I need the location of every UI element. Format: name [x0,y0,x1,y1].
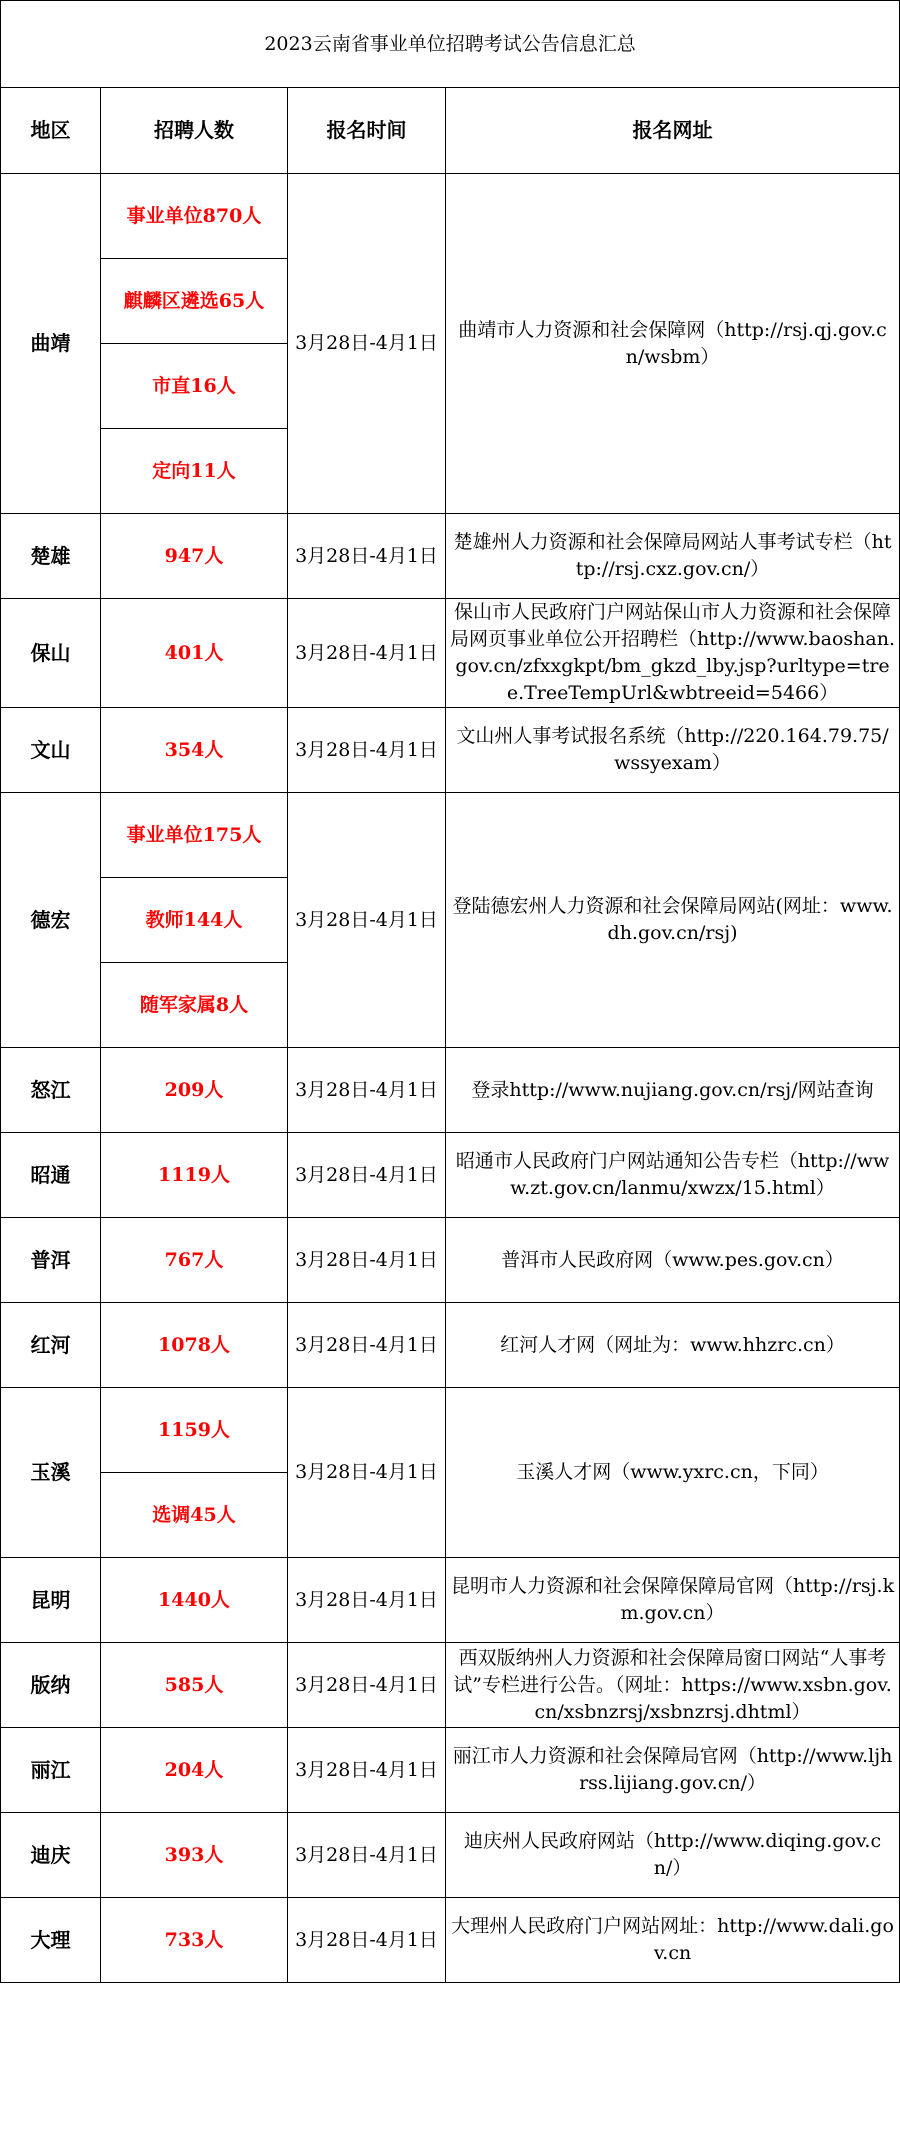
site-cell: 昆明市人力资源和社会保障保障局官网（http://rsj.km.gov.cn） [446,1558,900,1643]
site-cell: 玉溪人才网（www.yxrc.cn，下同） [446,1388,900,1558]
region-cell: 红河 [1,1303,101,1388]
site-cell: 登陆德宏州人力资源和社会保障局网站(网址：www.dh.gov.cn/rsj) [446,793,900,1048]
time-cell: 3月28日-4月1日 [288,1303,446,1388]
site-cell: 普洱市人民政府网（www.pes.gov.cn） [446,1218,900,1303]
count-cell: 教师144人 [101,878,288,963]
time-cell: 3月28日-4月1日 [288,514,446,599]
site-cell: 迪庆州人民政府网站（http://www.diqing.gov.cn/） [446,1813,900,1898]
region-cell: 迪庆 [1,1813,101,1898]
count-cell: 市直16人 [101,344,288,429]
table-row [1,514,900,599]
count-cell: 209人 [101,1048,288,1133]
time-cell: 3月28日-4月1日 [288,1558,446,1643]
table-title: 2023云南省事业单位招聘考试公告信息汇总 [1,1,900,88]
time-cell: 3月28日-4月1日 [288,1218,446,1303]
site-cell: 西双版纳州人力资源和社会保障局窗口网站“人事考试”专栏进行公告。（网址：https://www.xsbn.gov.cn/xsbnzrsj/xsbnzrsj.dhtml） [446,1643,900,1728]
table-row [1,1388,900,1473]
region-cell: 曲靖 [1,174,101,514]
region-cell: 丽江 [1,1728,101,1813]
site-cell: 楚雄州人力资源和社会保障局网站人事考试专栏（http://rsj.cxz.gov.cn/） [446,514,900,599]
time-cell: 3月28日-4月1日 [288,1898,446,1983]
count-cell: 354人 [101,708,288,793]
table-row [1,1813,900,1898]
region-cell: 版纳 [1,1643,101,1728]
region-cell: 昭通 [1,1133,101,1218]
count-cell: 麒麟区遴选65人 [101,259,288,344]
time-cell: 3月28日-4月1日 [288,1388,446,1558]
table-row [1,793,900,878]
time-cell: 3月28日-4月1日 [288,1133,446,1218]
count-cell: 204人 [101,1728,288,1813]
count-cell: 事业单位870人 [101,174,288,259]
region-cell: 怒江 [1,1048,101,1133]
time-cell: 3月28日-4月1日 [288,174,446,514]
header-row [1,88,900,174]
count-cell: 定向11人 [101,429,288,514]
header-count: 招聘人数 [101,88,288,174]
region-cell: 德宏 [1,793,101,1048]
site-cell: 大理州人民政府门户网站网址：http://www.dali.gov.cn [446,1898,900,1983]
region-cell: 楚雄 [1,514,101,599]
count-cell: 767人 [101,1218,288,1303]
time-cell: 3月28日-4月1日 [288,708,446,793]
site-cell: 昭通市人民政府门户网站通知公告专栏（http://www.zt.gov.cn/lanmu/xwzx/15.html） [446,1133,900,1218]
table-row [1,1303,900,1388]
count-cell: 393人 [101,1813,288,1898]
time-cell: 3月28日-4月1日 [288,599,446,708]
count-cell: 947人 [101,514,288,599]
header-time: 报名时间 [288,88,446,174]
table-row [1,1728,900,1813]
count-cell: 1078人 [101,1303,288,1388]
count-cell: 401人 [101,599,288,708]
table-row [1,1898,900,1983]
time-cell: 3月28日-4月1日 [288,793,446,1048]
time-cell: 3月28日-4月1日 [288,1048,446,1133]
region-cell: 普洱 [1,1218,101,1303]
site-cell: 文山州人事考试报名系统（http://220.164.79.75/wssyexam） [446,708,900,793]
site-cell: 丽江市人力资源和社会保障局官网（http://www.ljhrss.lijiang.gov.cn/） [446,1728,900,1813]
table-row [1,1643,900,1728]
site-cell: 曲靖市人力资源和社会保障网（http://rsj.qj.gov.cn/wsbm） [446,174,900,514]
region-cell: 保山 [1,599,101,708]
table-row [1,1048,900,1133]
header-region: 地区 [1,88,101,174]
count-cell: 733人 [101,1898,288,1983]
time-cell: 3月28日-4月1日 [288,1643,446,1728]
table-row [1,599,900,708]
count-cell: 1159人 [101,1388,288,1473]
count-cell: 585人 [101,1643,288,1728]
region-cell: 昆明 [1,1558,101,1643]
count-cell: 事业单位175人 [101,793,288,878]
table-row [1,1218,900,1303]
site-cell: 登录http://www.nujiang.gov.cn/rsj/网站查询 [446,1048,900,1133]
region-cell: 大理 [1,1898,101,1983]
count-cell: 选调45人 [101,1473,288,1558]
table-row [1,174,900,259]
title-row [1,1,900,88]
region-cell: 玉溪 [1,1388,101,1558]
region-cell: 文山 [1,708,101,793]
table-row [1,708,900,793]
time-cell: 3月28日-4月1日 [288,1813,446,1898]
table-row [1,1133,900,1218]
count-cell: 1119人 [101,1133,288,1218]
count-cell: 1440人 [101,1558,288,1643]
site-cell: 保山市人民政府门户网站保山市人力资源和社会保障局网页事业单位公开招聘栏（http://www.baoshan.gov.cn/zfxxgkpt/bm_gkzd_lby.jsp?urltype=tree.TreeTempUrl&wbtreeid=5466） [446,599,900,708]
table-row [1,1558,900,1643]
site-cell: 红河人才网（网址为：www.hhzrc.cn） [446,1303,900,1388]
time-cell: 3月28日-4月1日 [288,1728,446,1813]
count-cell: 随军家属8人 [101,963,288,1048]
header-site: 报名网址 [446,88,900,174]
